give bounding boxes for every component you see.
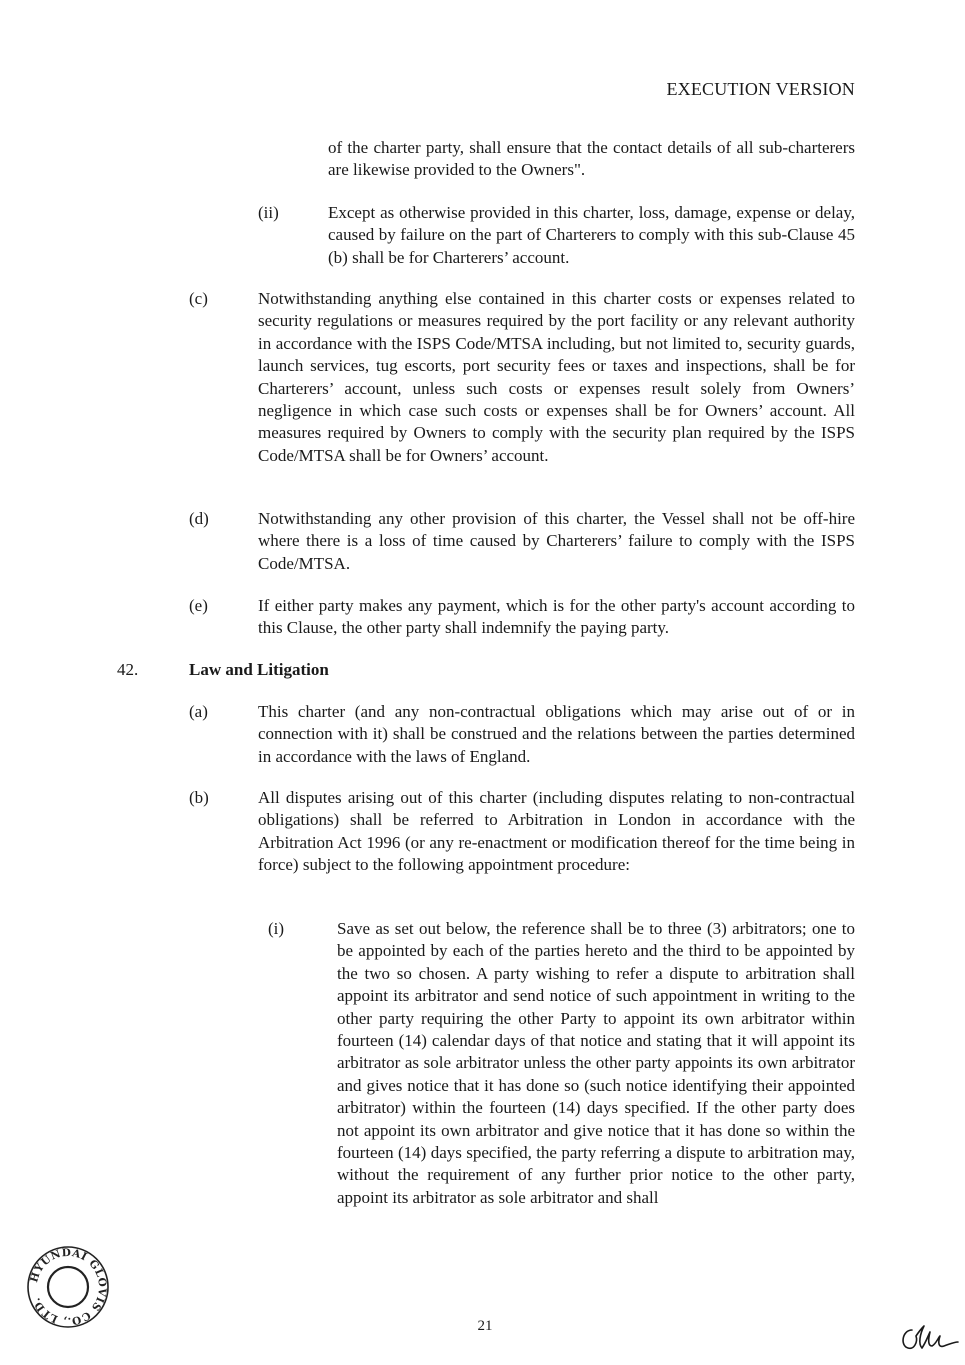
paragraph-b-i-continuation: of the charter party, shall ensure that the contact details of all sub-charterers are likewise provided to the Owners". (328, 138, 855, 180)
item-label-b-ii: (ii) (258, 203, 279, 222)
item-label-e: (e) (189, 596, 208, 615)
handwritten-initials-signature (898, 1320, 960, 1356)
paragraph-b-ii: Except as otherwise provided in this charter, loss, damage, expense or delay, caused by failure on the part of Charterers to comply with this sub-Clause 45 (b) shall be for Charterers’ account. (328, 203, 855, 267)
document-version-header: EXECUTION VERSION (666, 79, 855, 99)
paragraph-d: Notwithstanding any other provision of this charter, the Vessel shall not be off-hire where there is a loss of time caused by Charterers’ failure to comply with the ISPS Code/MTSA. (258, 509, 855, 573)
paragraph-c: Notwithstanding anything else contained in this charter costs or expenses related to security regulations or measures required by the port facility or any relevant authority in accordance with the ISPS Code/MTSA including, but not limited to, security guards, launch services, tug escorts, port security fees or taxes and inspections, shall be for Charterers’ account, unless such costs or expenses result solely from Owners’ negligence in which case such costs or expenses shall be for Owners’ account. All measures required by Owners to comply with the security plan required by the ISPS Code/MTSA shall be for Owners’ account. (258, 289, 855, 465)
paragraph-e: If either party makes any payment, which is for the other party's account according to this Clause, the other party shall indemnify the paying party. (258, 596, 855, 638)
clause-number: 42. (117, 660, 139, 679)
item-label-law-b-i: (i) (268, 919, 285, 938)
paragraph-law-b-i: Save as set out below, the reference shall be to three (3) arbitrators; one to be appointed by each of the parties hereto and the third to be appointed by the two so chosen. A party wishing to refer a dispute to arbitration shall appoint its arbitrator and send notice of such appointment in writing to the other party requiring the other Party to appoint its own arbitrator within fourteen (14) calendar days of that notice and stating that it will appoint its arbitrator as sole arbitrator unless the other party appoints its own arbitrator and gives notice that it has done so (such notice identifying their appointed arbitrator) within the fourteen (14) days specified. If the other party does not appoint its own arbitrator and give notice that it has done so within the fourteen (14) days specified, the party referring a dispute to arbitration may, without the requirement of any further prior notice to the other party, appoint its arbitrator as sole arbitrator and shall (337, 919, 855, 1207)
svg-text:HYUNDAI GLOVIS CO., LTD.: HYUNDAI GLOVIS CO., LTD. (28, 1246, 109, 1328)
page-number: 21 (477, 1318, 493, 1334)
item-label-c: (c) (189, 289, 208, 308)
item-label-law-a: (a) (189, 702, 208, 721)
item-label-law-b: (b) (189, 788, 209, 807)
clause-heading: Law and Litigation (189, 660, 329, 679)
paragraph-law-a: This charter (and any non-contractual obligations which may arise out of or in connection with it) shall be construed and the relations between the parties determined in accordance with the laws of England. (258, 702, 855, 766)
item-label-d: (d) (189, 509, 209, 528)
paragraph-law-b: All disputes arising out of this charter (including disputes relating to non-contractual obligations) shall be referred to Arbitration in London in accordance with the Arbitration Act 1996 (or any re-enactment or modification thereof for the time being in force) subject to the following appointment procedure: (258, 788, 855, 875)
